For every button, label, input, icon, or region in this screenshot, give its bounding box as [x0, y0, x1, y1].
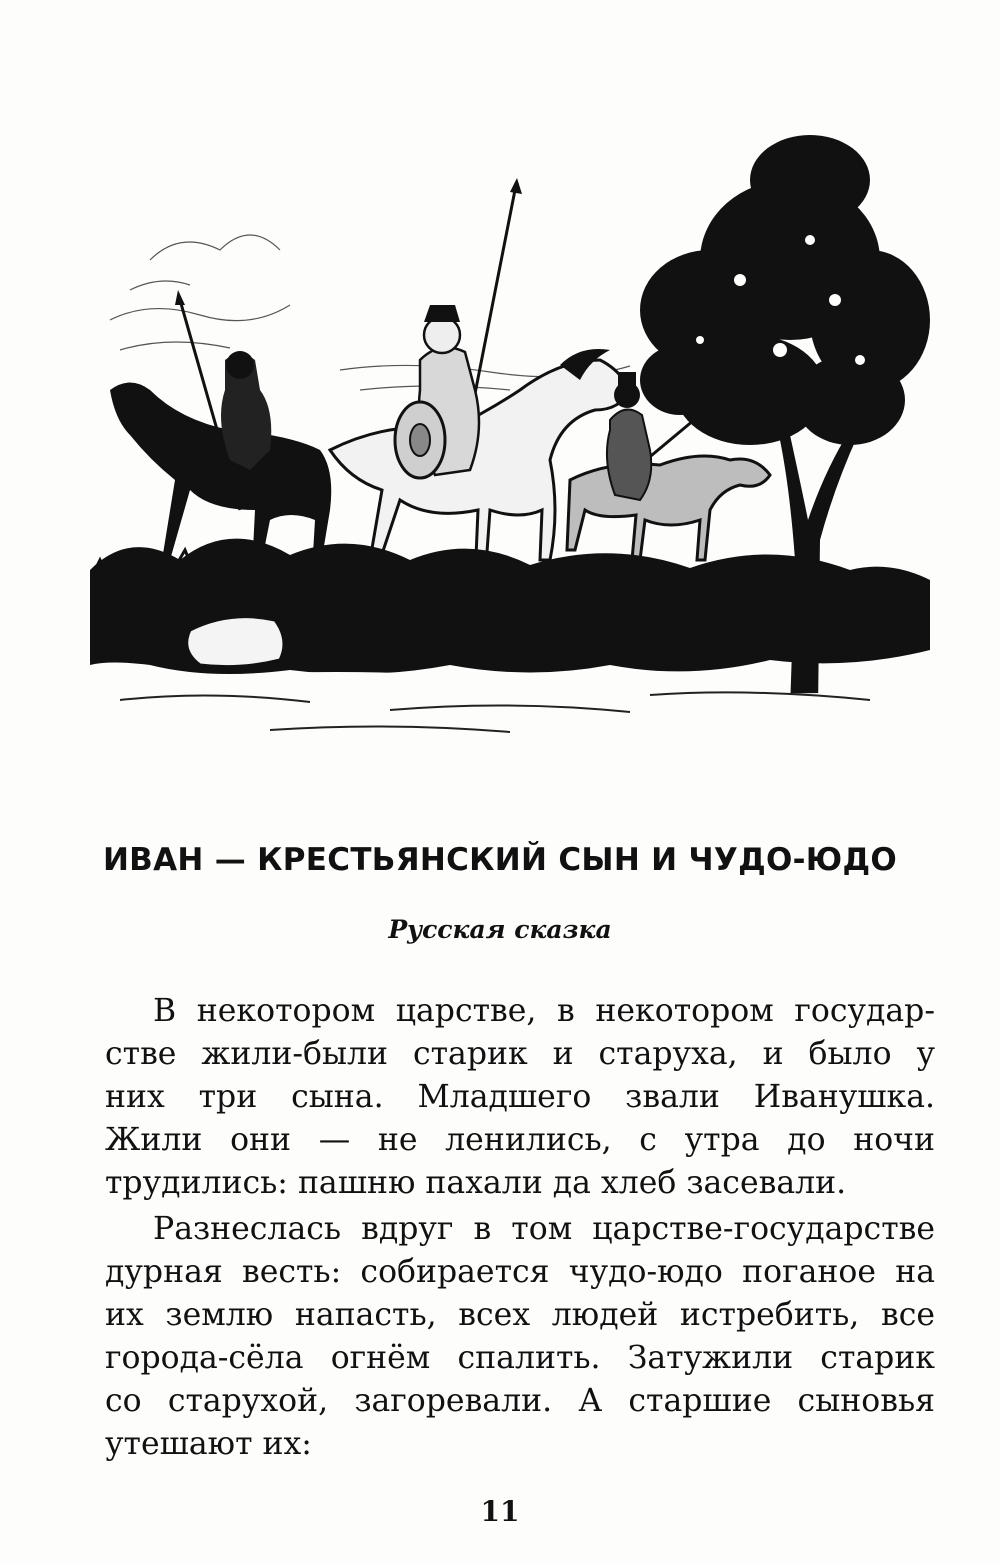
story-illustration	[90, 90, 930, 750]
text-line: В некотором царстве, в некотором государ-	[153, 993, 935, 1029]
story-title: ИВАН — КРЕСТЬЯНСКИЙ СЫН И ЧУДО-ЮДО	[102, 842, 898, 878]
text-line: трудились: пашню пахали да хлеб засевали.	[105, 1165, 847, 1201]
text-line: Разнеслась вдруг в том царстве-государстве	[153, 1211, 935, 1247]
text-line: стве жили-были старик и старуха, и было у	[105, 1036, 935, 1072]
text-line: утешают их:	[105, 1426, 312, 1462]
paragraph-2	[105, 1208, 935, 1466]
text-line: города-сёла огнём спалить. Затужили старик	[105, 1340, 935, 1376]
text-line: со старухой, загоревали. А старшие сыновья	[105, 1383, 935, 1419]
text-line: них три сына. Младшего звали Иванушка.	[105, 1079, 935, 1115]
text-line: дурная весть: собирается чудо-юдо поганое на	[105, 1254, 935, 1290]
page-number: 11	[480, 1495, 520, 1528]
story-subtitle: Русская сказка	[388, 915, 612, 944]
text-line: Жили они — не ленились, с утра до ночи	[105, 1122, 935, 1158]
engraving-three-horsemen-with-spears-and-tree	[90, 90, 930, 750]
paragraph-1	[105, 990, 935, 1205]
story-text	[105, 990, 935, 1466]
text-line: их землю напасть, всех людей истребить, все	[105, 1297, 935, 1333]
